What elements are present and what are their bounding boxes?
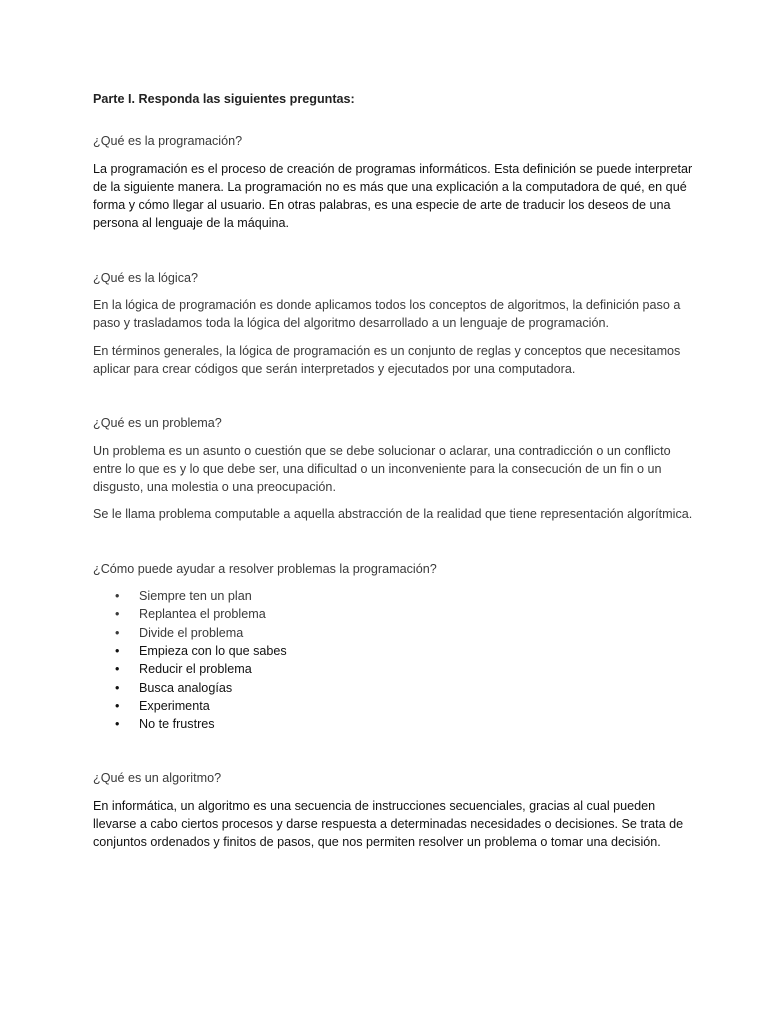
list-item (93, 715, 693, 733)
answer-paragraph: En la lógica de programación es donde aplicamos todos los conceptos de algoritmos, la definición paso a paso y trasladamos toda la lógica del algoritmo desarrollado a un lenguaje de programación. (93, 298, 681, 331)
list-item-text: Replantea el problema (139, 607, 266, 622)
bullet-icon: • (115, 589, 120, 604)
question-heading: ¿Cómo puede ayudar a resolver problemas la programación? (93, 561, 437, 576)
question-heading: ¿Qué es la programación? (93, 134, 243, 149)
bullet-icon: • (115, 662, 120, 677)
list-item-text: Reducir el problema (139, 662, 252, 677)
bullet-icon: • (115, 625, 120, 640)
answer-paragraph: En términos generales, la lógica de programación es un conjunto de reglas y conceptos que necesitamos aplicar para crear códigos que serán interpretados y ejecutados por una computadora. (93, 343, 681, 376)
bullet-icon: • (115, 643, 120, 658)
list-item (93, 624, 693, 642)
list-item (93, 679, 693, 697)
bullet-icon: • (115, 698, 120, 713)
bullet-icon: • (115, 717, 120, 732)
bullet-icon: • (115, 680, 120, 695)
list-item (93, 642, 693, 660)
section-problema (93, 414, 693, 523)
list-item (93, 605, 693, 623)
list-item-text: Busca analogías (139, 680, 233, 695)
document-title: Parte I. Responda las siguientes preguntas: (93, 92, 355, 106)
answer-paragraph: Se le llama problema computable a aquella abstracción de la realidad que tiene representación algorítmica. (93, 507, 693, 522)
section-resolver-problemas (93, 560, 693, 734)
section-logica (93, 269, 693, 378)
answer-paragraph: La programación es el proceso de creación de programas informáticos. Esta definición se puede interpretar de la siguiente manera. La programación no es más que una explicación a la computadora de qué, en qué forma y cómo llegar al usuario. En otras palabras, es una especie de arte de traducir los deseos de una persona al lenguaje de la máquina. (93, 161, 693, 231)
question-heading: ¿Qué es un problema? (93, 416, 222, 431)
list-item (93, 697, 693, 715)
question-heading: ¿Qué es un algoritmo? (93, 771, 222, 786)
list-item (93, 587, 693, 605)
answer-paragraph: En informática, un algoritmo es una secuencia de instrucciones secuenciales, gracias al cual pueden llevarse a cabo ciertos procesos y darse respuesta a determinadas necesidades o decisiones. Se trata de conjuntos ordenados y finitos de pasos, que nos permiten resolver un problema o tomar una decisión. (93, 798, 684, 850)
list-item-text: Empieza con lo que sabes (139, 643, 287, 658)
document-page (93, 90, 693, 861)
question-heading: ¿Qué es la lógica? (93, 270, 199, 285)
list-item-text: Experimenta (139, 698, 210, 713)
bullet-icon: • (115, 607, 120, 622)
section-algoritmo (93, 769, 693, 851)
answer-paragraph: Un problema es un asunto o cuestión que se debe solucionar o aclarar, una contradicción o un conflicto entre lo que es y lo que debe ser, una dificultad o un inconveniente para la consecución de un fin o un disgusto, una molestia o una preocupación. (93, 443, 671, 495)
section-programacion (93, 132, 693, 232)
list-item-text: Divide el problema (139, 625, 244, 640)
list-item-text: No te frustres (139, 717, 215, 732)
tips-list (93, 587, 693, 733)
list-item-text: Siempre ten un plan (139, 589, 252, 604)
list-item (93, 660, 693, 678)
